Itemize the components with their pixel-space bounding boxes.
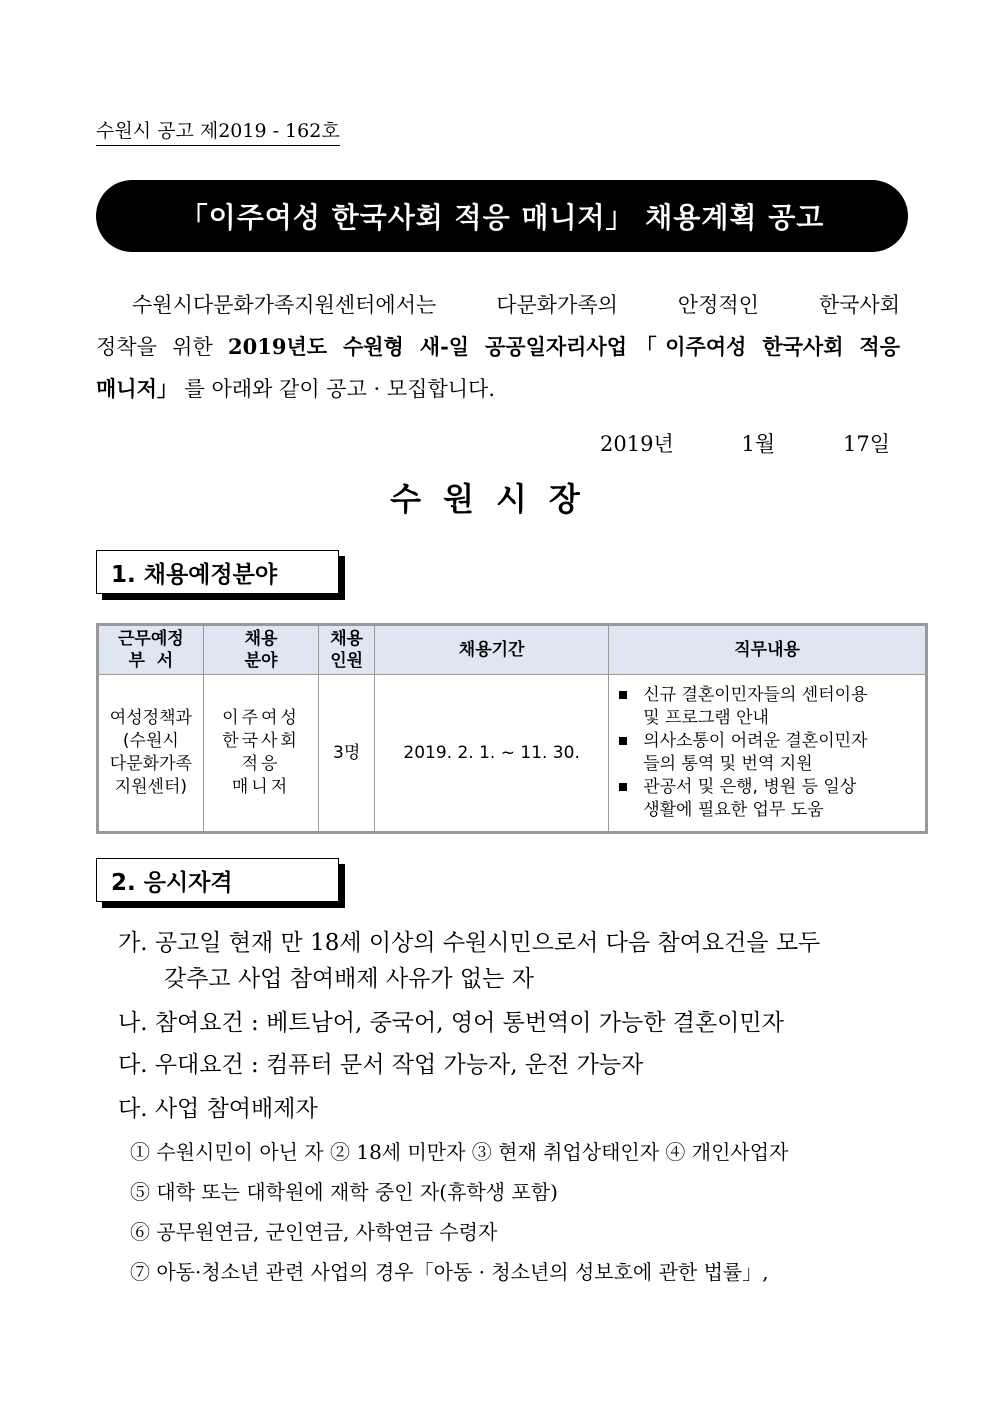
- header-dept-line2: 부 서: [128, 651, 174, 671]
- duty-line: 관공서 및 은행, 병원 등 일상: [643, 777, 857, 797]
- intro-line-2-bold: 2019년도 수원형 새-일 공공일자리사업「이주여성 한국사회 적응: [228, 334, 900, 359]
- notice-number: 수원시 공고 제2019 - 162호: [96, 116, 340, 146]
- title-banner: [96, 180, 908, 252]
- field-line: 이주여성: [222, 708, 300, 728]
- cell-field: [203, 675, 319, 833]
- intro-line-3: [96, 368, 900, 410]
- list-item: [617, 730, 921, 776]
- section-2-title: 2. 응시자격: [111, 869, 233, 896]
- header-period: 채용기간: [375, 625, 609, 675]
- header-count-line2: 인원: [330, 651, 364, 671]
- date-month: 1월: [741, 432, 776, 456]
- duty-line: 신규 결혼이민자들의 센터이용: [643, 685, 868, 705]
- qualification-item-cont: [118, 960, 534, 993]
- date-day: 17일: [842, 432, 890, 456]
- exclusion-item: ⑤ 대학 또는 대학원에 재학 중인 자(휴학생 포함): [130, 1180, 558, 1204]
- dept-line: 지원센터): [114, 777, 188, 797]
- qualification-item-text: 갖추고 사업 참여배제 사유가 없는 자: [164, 966, 534, 992]
- table-row: [98, 675, 927, 833]
- dept-line: (수원시: [122, 731, 179, 751]
- header-field-line2: 분야: [244, 651, 278, 671]
- duty-line: 들의 통역 및 번역 지원: [643, 754, 813, 774]
- duty-list: [617, 684, 921, 822]
- date-year: 2019년: [600, 432, 674, 456]
- qualification-item: 다. 사업 참여배제자: [118, 1096, 318, 1122]
- document-title: 「이주여성 한국사회 적응 매니저」 채용계획 공고: [179, 201, 825, 234]
- header-field-line1: 채용: [244, 629, 278, 649]
- cell-dept: [98, 675, 204, 833]
- intro-paragraph: [96, 284, 900, 410]
- exclusion-item: ⑥ 공무원연금, 군인연금, 사학연금 수령자: [130, 1220, 498, 1244]
- section-1-title: 1. 채용예정분야: [111, 561, 278, 588]
- field-line: 한국사회: [222, 731, 300, 751]
- header-count: [319, 625, 375, 675]
- section-2-heading: [96, 858, 339, 902]
- qualification-item: 가. 공고일 현재 만 18세 이상의 수원시민으로서 다음 참여요건을 모두: [118, 930, 821, 956]
- dept-line: 여성정책과: [109, 708, 192, 728]
- intro-line-2: [96, 326, 900, 368]
- duty-line: 및 프로그램 안내: [643, 708, 769, 728]
- duty-line: 의사소통이 어려운 결혼이민자: [643, 731, 868, 751]
- header-field: [203, 625, 319, 675]
- cell-count: 3명: [319, 675, 375, 833]
- list-item: [617, 776, 921, 822]
- cell-period: 2019. 2. 1. ~ 11. 30.: [375, 675, 609, 833]
- table-header-row: [98, 625, 927, 675]
- header-duties: 직무내용: [609, 625, 927, 675]
- exclusion-item: ① 수원시민이 아닌 자 ② 18세 미만자 ③ 현재 취업상태인자 ④ 개인사업자: [130, 1140, 789, 1164]
- field-line: 적응: [241, 754, 281, 774]
- intro-line-3-text: 를 아래와 같이 공고 · 모집합니다.: [184, 377, 495, 401]
- list-item: [617, 684, 921, 730]
- intro-line-1: 수원시다문화가족지원센터에서는 다문화가족의 안정적인 한국사회: [132, 293, 900, 317]
- recruitment-table: [96, 623, 928, 834]
- issuer: 수원시장: [390, 480, 602, 518]
- dept-line: 다문화가족: [109, 754, 192, 774]
- header-dept-line1: 근무예정: [118, 629, 184, 649]
- cell-duties: [609, 675, 927, 833]
- intro-line-2-text: 정착을 위한: [96, 335, 229, 359]
- intro-line-3-bold: 매니저」: [96, 376, 178, 401]
- field-line: 매니저: [231, 777, 291, 797]
- qualification-item: 다. 우대요건 : 컴퓨터 문서 작업 가능자, 운전 가능자: [118, 1052, 644, 1078]
- header-dept: [98, 625, 204, 675]
- notice-date: [600, 428, 890, 458]
- exclusion-item: ⑦ 아동·청소년 관련 사업의 경우「아동 · 청소년의 성보호에 관한 법률」,: [130, 1260, 769, 1284]
- section-1-heading: [96, 550, 339, 594]
- header-count-line1: 채용: [330, 629, 364, 649]
- qualification-item: 나. 참여요건 : 베트남어, 중국어, 영어 통번역이 가능한 결혼이민자: [118, 1010, 784, 1036]
- duty-line: 생활에 필요한 업무 도움: [643, 800, 824, 820]
